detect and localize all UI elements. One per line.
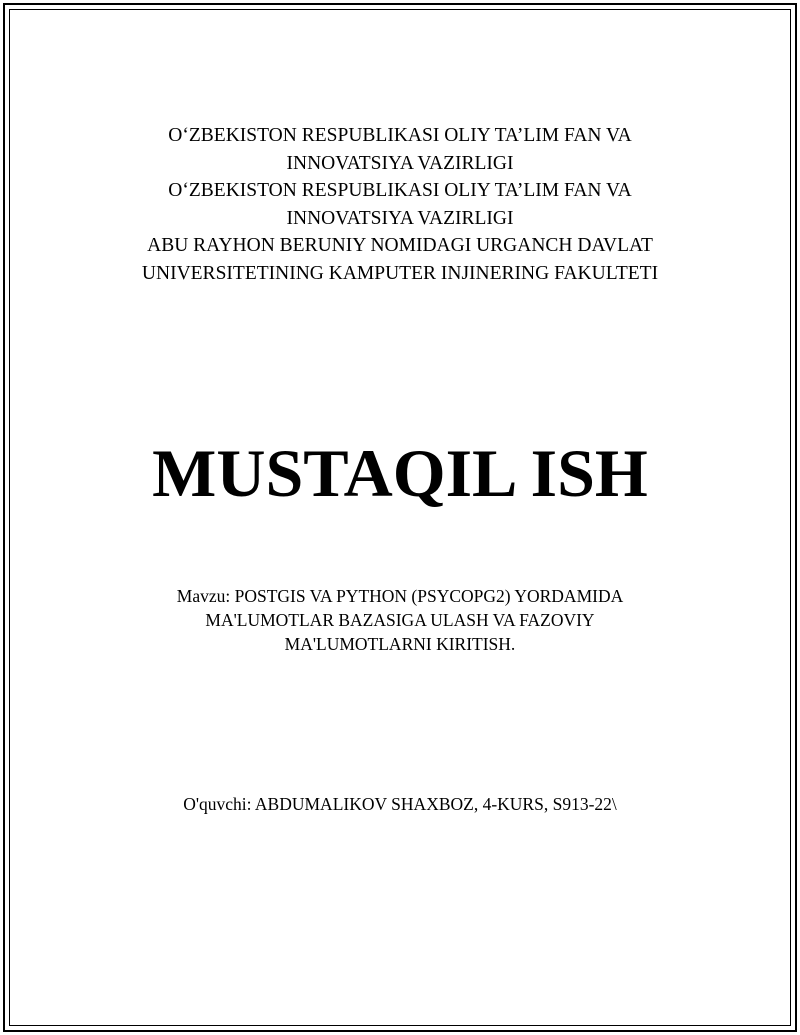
student-info: O'quvchi: ABDUMALIKOV SHAXBOZ, 4-KURS, S913-22\ [183, 794, 617, 814]
topic-line: MA'LUMOTLARNI KIRITISH. [284, 634, 516, 654]
header-line: O‘ZBEKISTON RESPUBLIKASI OLIY TA’LIM FAN VA [168, 180, 632, 202]
header-line: ABU RAYHON BERUNIY NOMIDAGI URGANCH DAVLAT [147, 235, 653, 257]
document-title: MUSTAQIL ISH [152, 435, 648, 511]
header-line: INNOVATSIYA VAZIRLIGI [286, 207, 514, 229]
ministry-header [0, 122, 800, 288]
topic-line: MA'LUMOTLAR BAZASIGA ULASH VA FAZOVIY [205, 610, 595, 630]
header-line: UNIVERSITETINING KAMPUTER INJINERING FAKULTETI [141, 262, 659, 284]
header-line: INNOVATSIYA VAZIRLIGI [286, 152, 514, 174]
topic-line: Mavzu: POSTGIS VA PYTHON (PSYCOPG2) YORDAMIDA [176, 586, 624, 606]
topic-block [0, 584, 800, 656]
header-line: O‘ZBEKISTON RESPUBLIKASI OLIY TA’LIM FAN VA [168, 125, 632, 146]
